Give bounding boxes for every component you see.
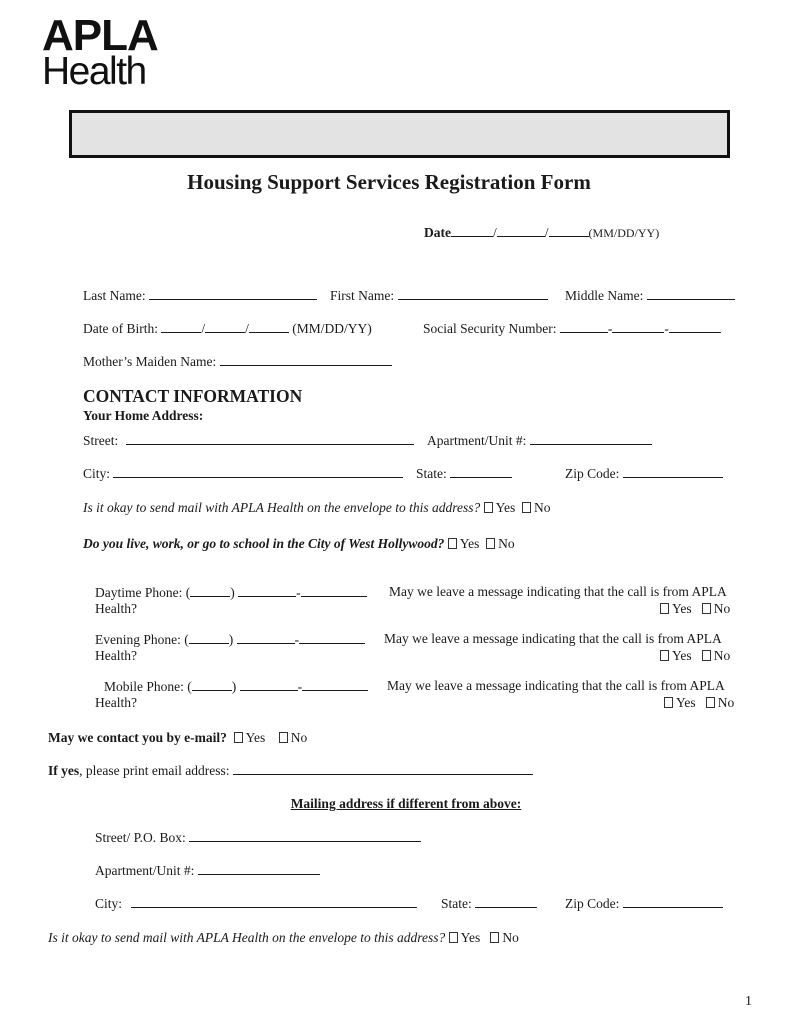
weho-no-label: No xyxy=(498,536,515,551)
mobile-yes-label: Yes xyxy=(676,695,696,710)
daytime-no-checkbox[interactable] xyxy=(702,603,711,614)
date-label: Date xyxy=(424,225,451,240)
evening-phone-row: Evening Phone: ( ) - xyxy=(95,631,365,648)
daytime-yes-checkbox[interactable] xyxy=(660,603,669,614)
mailing-street-field[interactable] xyxy=(189,829,421,842)
mothers-maiden-field[interactable] xyxy=(220,353,392,366)
mailing-zip-field[interactable] xyxy=(623,895,723,908)
email-question-row xyxy=(48,730,307,746)
daytime-no-label: No xyxy=(713,601,731,616)
weho-question: Do you live, work, or go to school in the City of West Hollywood? xyxy=(83,536,445,551)
date-row: Date / / (MM/DD/YY) xyxy=(424,225,660,240)
mailing-street-label: Street/ P.O. Box: xyxy=(95,830,186,845)
daytime-line-field[interactable] xyxy=(301,584,367,597)
street-label: Street: xyxy=(83,433,119,448)
mail-yes-checkbox[interactable] xyxy=(484,502,493,513)
last-name-row xyxy=(83,287,317,304)
mothers-maiden-label: Mother’s Maiden Name: xyxy=(83,354,217,369)
apt-row xyxy=(427,432,652,449)
mailing-state-field[interactable] xyxy=(475,895,537,908)
daytime-message-question-end: Health? xyxy=(95,601,137,616)
street-row xyxy=(83,432,414,449)
weho-no-checkbox[interactable] xyxy=(486,538,495,549)
street-field[interactable] xyxy=(126,432,414,445)
dob-day-field[interactable] xyxy=(205,320,245,333)
date-year-field[interactable] xyxy=(549,224,589,237)
mailing-mail-yes-checkbox[interactable] xyxy=(449,932,458,943)
evening-message-question-end: Health? xyxy=(95,648,137,663)
email-address-row xyxy=(48,762,533,779)
evening-phone-label: Evening Phone: xyxy=(95,632,181,647)
contact-heading: CONTACT INFORMATION xyxy=(83,386,303,406)
email-no-checkbox[interactable] xyxy=(279,732,288,743)
email-address-field[interactable] xyxy=(233,762,533,775)
form-title: Housing Support Services Registration Form xyxy=(187,170,591,194)
daytime-area-field[interactable] xyxy=(190,584,230,597)
apt-label: Apartment/Unit #: xyxy=(427,433,527,448)
evening-message-options xyxy=(660,648,730,664)
state-row xyxy=(416,465,512,482)
apt-field[interactable] xyxy=(530,432,652,445)
mail-yes-label: Yes xyxy=(495,500,516,515)
date-day-field[interactable] xyxy=(497,224,545,237)
ssn-part1-field[interactable] xyxy=(560,320,608,333)
weho-yes-checkbox[interactable] xyxy=(448,538,457,549)
email-yes-label: Yes xyxy=(245,730,266,745)
mailing-zip-label: Zip Code: xyxy=(565,896,620,911)
mobile-area-field[interactable] xyxy=(192,678,232,691)
mailing-zip-row xyxy=(565,895,723,912)
weho-yes-label: Yes xyxy=(459,536,480,551)
mobile-no-checkbox[interactable] xyxy=(706,697,715,708)
zip-row xyxy=(565,465,723,482)
mailing-mail-question: Is it okay to send mail with APLA Health on the envelope to this address? xyxy=(48,930,446,945)
mobile-message-question-end: Health? xyxy=(95,695,137,710)
daytime-prefix-field[interactable] xyxy=(238,584,296,597)
state-field[interactable] xyxy=(450,465,512,478)
daytime-message-options xyxy=(660,601,730,617)
ssn-row: Social Security Number: - - xyxy=(423,320,721,337)
zip-label: Zip Code: xyxy=(565,466,620,481)
middle-name-label: Middle Name: xyxy=(565,288,644,303)
mobile-no-label: No xyxy=(717,695,735,710)
header-band xyxy=(69,110,730,158)
mailing-mail-no-checkbox[interactable] xyxy=(490,932,499,943)
evening-prefix-field[interactable] xyxy=(237,631,295,644)
mobile-message-options xyxy=(664,695,734,711)
mailing-mail-yes-label: Yes xyxy=(460,930,481,945)
daytime-phone-row: Daytime Phone: ( ) - xyxy=(95,584,367,601)
city-label: City: xyxy=(83,466,111,481)
mailing-apt-label: Apartment/Unit #: xyxy=(95,863,195,878)
mail-question: Is it okay to send mail with APLA Health on the envelope to this address? xyxy=(83,500,481,515)
page-number: 1 xyxy=(745,994,752,1009)
ssn-part3-field[interactable] xyxy=(669,320,721,333)
mailing-mail-no-label: No xyxy=(502,930,519,945)
dob-month-field[interactable] xyxy=(161,320,201,333)
mobile-line-field[interactable] xyxy=(302,678,368,691)
email-question: May we contact you by e-mail? xyxy=(48,730,227,745)
middle-name-field[interactable] xyxy=(647,287,735,300)
evening-yes-label: Yes xyxy=(672,648,692,663)
first-name-row xyxy=(330,287,548,304)
evening-no-label: No xyxy=(713,648,731,663)
mailing-state-row xyxy=(441,895,537,912)
mobile-message-question: May we leave a message indicating that the call is from APLA xyxy=(387,678,725,693)
middle-name-row xyxy=(565,287,735,304)
mailing-apt-row xyxy=(95,862,320,879)
last-name-label: Last Name: xyxy=(83,288,146,303)
city-field[interactable] xyxy=(113,465,403,478)
dob-format: (MM/DD/YY) xyxy=(292,321,372,336)
ssn-part2-field[interactable] xyxy=(612,320,664,333)
evening-message-question: May we leave a message indicating that the call is from APLA xyxy=(384,631,722,646)
zip-field[interactable] xyxy=(623,465,723,478)
state-label: State: xyxy=(416,466,447,481)
evening-line-field[interactable] xyxy=(299,631,365,644)
daytime-yes-label: Yes xyxy=(672,601,692,616)
dob-year-field[interactable] xyxy=(249,320,289,333)
dob-row: Date of Birth: / / (MM/DD/YY) xyxy=(83,321,372,336)
mobile-yes-checkbox[interactable] xyxy=(664,697,673,708)
mobile-phone-label: Mobile Phone: xyxy=(104,679,184,694)
first-name-label: First Name: xyxy=(330,288,395,303)
mailing-street-row xyxy=(95,829,421,846)
daytime-phone-label: Daytime Phone: xyxy=(95,585,183,600)
logo-apla: APLA xyxy=(42,11,158,60)
first-name-field[interactable] xyxy=(398,287,548,300)
date-format: (MM/DD/YY) xyxy=(588,226,660,240)
evening-yes-checkbox[interactable] xyxy=(660,650,669,661)
mailing-mail-question-row xyxy=(48,930,519,946)
logo-health: Health xyxy=(42,50,146,93)
ssn-label: Social Security Number: xyxy=(423,321,557,336)
evening-no-checkbox[interactable] xyxy=(702,650,711,661)
email-if-yes: If yes xyxy=(48,763,80,778)
email-print-label: , please print email address: xyxy=(79,763,230,778)
mobile-phone-row: Mobile Phone: ( ) - xyxy=(104,678,368,695)
mobile-prefix-field[interactable] xyxy=(240,678,298,691)
mailing-apt-field[interactable] xyxy=(198,862,320,875)
mothers-maiden-row xyxy=(83,353,392,370)
city-row xyxy=(83,465,403,482)
mailing-city-row xyxy=(95,895,417,912)
dob-label: Date of Birth: xyxy=(83,321,158,336)
mailing-city-label: City: xyxy=(95,896,123,911)
evening-area-field[interactable] xyxy=(189,631,229,644)
email-yes-checkbox[interactable] xyxy=(234,732,243,743)
email-no-label: No xyxy=(290,730,308,745)
mail-no-label: No xyxy=(534,500,551,515)
mailing-heading: Mailing address if different from above: xyxy=(290,796,522,811)
mail-question-row xyxy=(83,500,551,516)
last-name-field[interactable] xyxy=(149,287,317,300)
mailing-city-field[interactable] xyxy=(131,895,417,908)
daytime-message-question: May we leave a message indicating that the call is from APLA xyxy=(389,584,727,599)
date-month-field[interactable] xyxy=(451,224,493,237)
home-address-label: Your Home Address: xyxy=(83,408,204,423)
weho-question-row xyxy=(83,536,515,552)
mailing-state-label: State: xyxy=(441,896,472,911)
mail-no-checkbox[interactable] xyxy=(522,502,531,513)
